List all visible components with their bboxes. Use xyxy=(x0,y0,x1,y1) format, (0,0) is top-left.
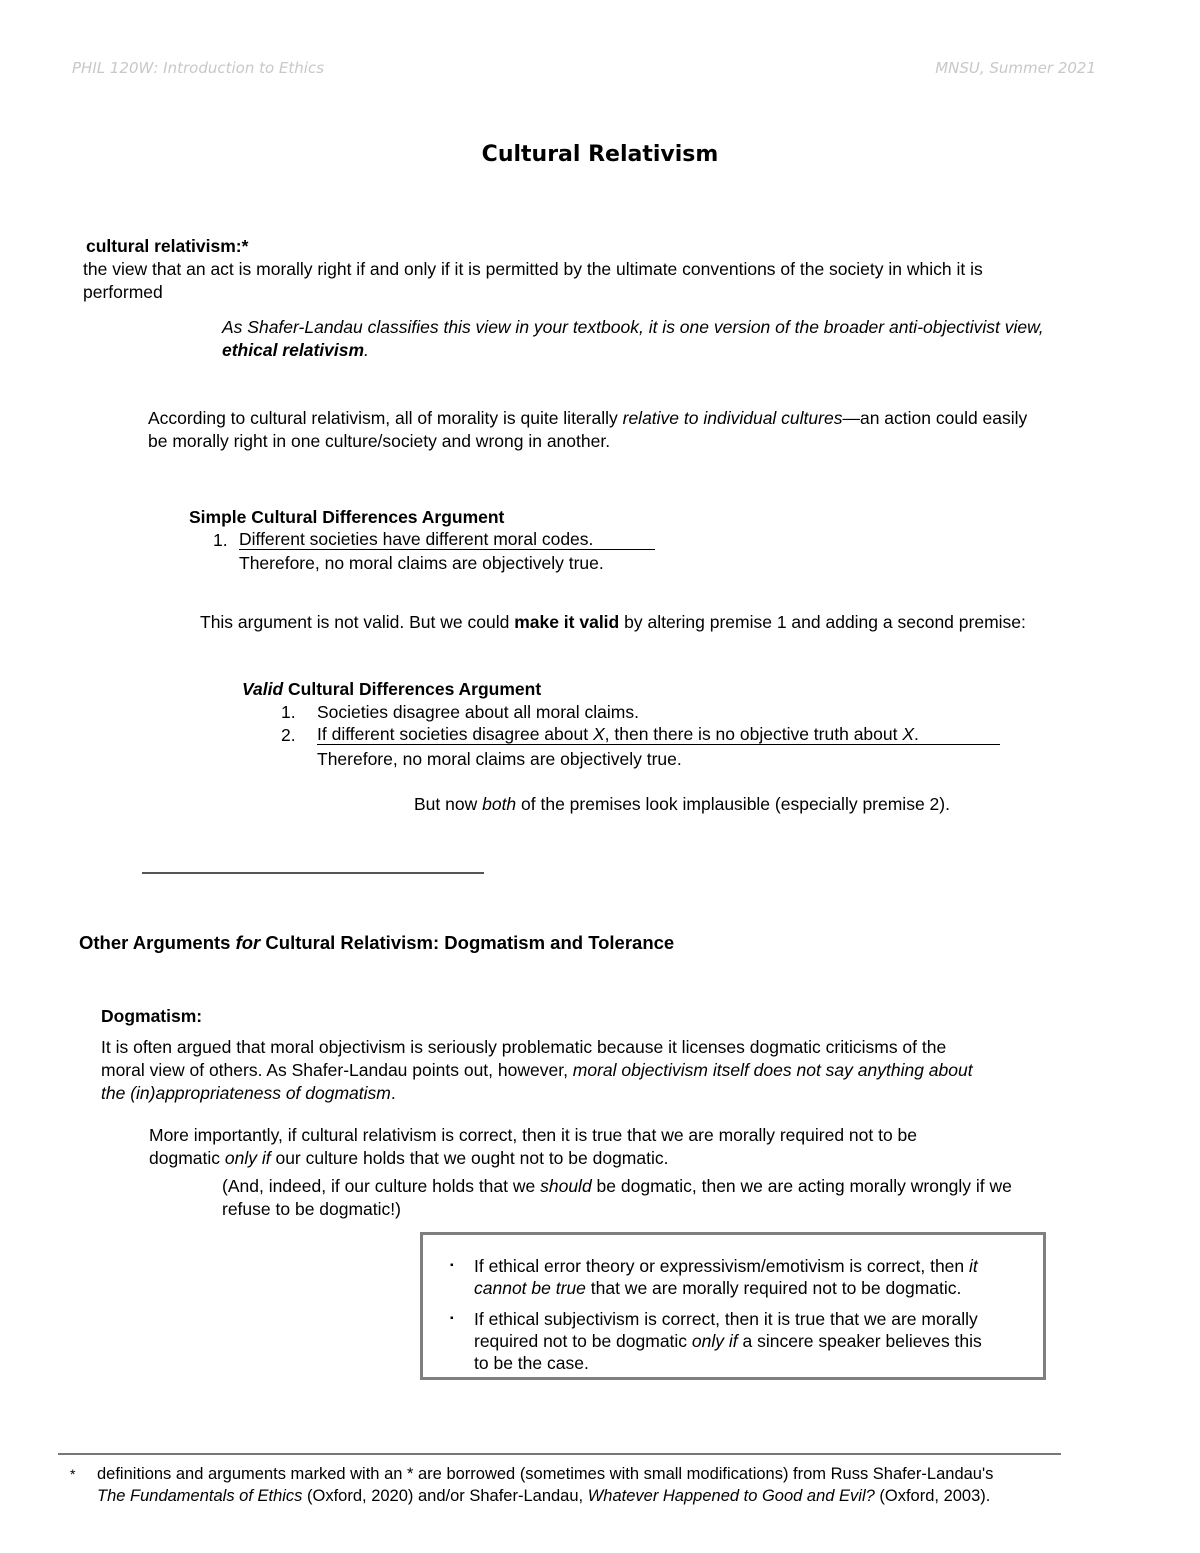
footnote-italic-1: The Fundamentals of Ethics xyxy=(97,1487,303,1505)
simple-argument-premise: Different societies have different moral codes. xyxy=(239,529,655,550)
definition-note-end: . xyxy=(364,340,369,360)
definition-note-line2 xyxy=(222,339,369,362)
dogmatism-p1-line2 xyxy=(101,1059,973,1082)
valid-argument-number-1: 1. xyxy=(281,702,296,722)
not-valid-post: by altering premise 1 and adding a second premise: xyxy=(619,612,1026,632)
simple-argument-heading: Simple Cultural Differences Argument xyxy=(189,507,505,527)
dogmatism-p1-line2-pre: moral view of others. As Shafer-Landau points out, however, xyxy=(101,1060,573,1080)
dogmatism-p2-line2 xyxy=(149,1147,668,1170)
dogmatism-p3-line1-post: be dogmatic, then we are acting morally wrongly if we xyxy=(591,1176,1012,1196)
dogmatism-p1-line3 xyxy=(101,1082,396,1105)
definition-note-line1: As Shafer-Landau classifies this view in your textbook, it is one version of the broader anti-objectivist view, xyxy=(222,317,1044,337)
box-item2-line2-italic: only if xyxy=(691,1331,738,1351)
premise2-x1: X xyxy=(592,724,605,744)
definition-line2: performed xyxy=(83,282,163,302)
according-pre: According to cultural relativism, all of morality is quite literally xyxy=(148,408,623,428)
simple-argument-conclusion: Therefore, no moral claims are objectively true. xyxy=(239,553,604,573)
but-now-text xyxy=(414,793,950,816)
premise2-a: If different societies disagree about xyxy=(317,724,593,744)
valid-heading-italic: Valid xyxy=(242,679,284,699)
definition-term: cultural relativism:* xyxy=(86,236,249,256)
dogmatism-p2-line2-italic: only if xyxy=(224,1148,271,1168)
premise2-x2: X xyxy=(902,724,915,744)
dogmatism-heading: Dogmatism: xyxy=(101,1006,203,1026)
box-item1-line1-italic: it xyxy=(969,1256,978,1276)
other-args-post: Cultural Relativism: Dogmatism and Tolerance xyxy=(260,932,675,953)
valid-argument-premise-2 xyxy=(317,724,1000,745)
but-now-pre: But now xyxy=(414,794,483,814)
according-post: —an action could easily xyxy=(842,408,1028,428)
header-term: MNSU, Summer 2021 xyxy=(935,59,1096,77)
according-line2: be morally right in one culture/society and wrong in another. xyxy=(148,431,611,451)
dogmatism-p3-line1-pre: (And, indeed, if our culture holds that we xyxy=(222,1176,541,1196)
not-valid-pre: This argument is not valid. But we could xyxy=(200,612,515,632)
dogmatism-p2-line2-post: our culture holds that we ought not to be dogmatic. xyxy=(270,1148,669,1168)
dogmatism-p1-line1: It is often argued that moral objectivism is seriously problematic because it licenses dogmatic criticisms of the xyxy=(101,1037,947,1057)
definition-line1: the view that an act is morally right if and only if it is permitted by the ultimate conventions of the society in which it is xyxy=(83,259,983,279)
but-now-italic: both xyxy=(482,794,517,814)
box-item2-line2-post: a sincere speaker believes this xyxy=(737,1331,982,1351)
footnote-end: (Oxford, 2003). xyxy=(874,1487,991,1505)
box-item2-line2 xyxy=(474,1330,982,1353)
dogmatism-p1-line3-end: . xyxy=(390,1083,396,1103)
footnote-line1: definitions and arguments marked with an * are borrowed (sometimes with small modifications) from Russ Shafer-Landau's xyxy=(97,1465,994,1483)
other-args-italic: for xyxy=(235,932,261,953)
footnote-mid: (Oxford, 2020) and/or Shafer-Landau, xyxy=(302,1487,588,1505)
not-valid-text xyxy=(200,611,1026,634)
box-item1-line2-italic: cannot be true xyxy=(474,1278,586,1298)
according-italic: relative to individual cultures xyxy=(622,408,843,428)
bullet-2: ▪ xyxy=(450,1313,454,1324)
dogmatism-p3-line1-italic: should xyxy=(540,1176,592,1196)
valid-argument-premise-1: Societies disagree about all moral claims. xyxy=(317,702,639,722)
other-args-pre: Other Arguments xyxy=(79,932,236,953)
box-item1-line1 xyxy=(474,1255,978,1278)
valid-argument-conclusion: Therefore, no moral claims are objectively true. xyxy=(317,749,682,769)
box-item2-line3: to be the case. xyxy=(474,1353,589,1373)
premise2-c: . xyxy=(914,724,919,744)
box-item1-line2-post: that we are morally required not to be dogmatic. xyxy=(585,1278,962,1298)
not-valid-bold: make it valid xyxy=(514,612,620,632)
ethical-relativism-term: ethical relativism xyxy=(222,340,365,360)
valid-heading-rest: Cultural Differences Argument xyxy=(283,679,542,699)
dogmatism-p3-line1 xyxy=(222,1175,1012,1198)
dogmatism-p2-line1: More importantly, if cultural relativism is correct, then it is true that we are morally required not to be xyxy=(149,1125,918,1145)
dogmatism-p1-line2-italic: moral objectivism itself does not say anything about xyxy=(572,1060,973,1080)
box-item1-line2 xyxy=(474,1277,961,1300)
valid-argument-number-2: 2. xyxy=(281,725,296,745)
header-course: PHIL 120W: Introduction to Ethics xyxy=(72,59,325,77)
bullet-1: ▪ xyxy=(450,1260,454,1271)
footnote-mark: * xyxy=(70,1466,76,1482)
box-item2-line2-pre: required not to be dogmatic xyxy=(474,1331,692,1351)
dogmatism-p3-line2: refuse to be dogmatic!) xyxy=(222,1199,401,1219)
according-line1 xyxy=(148,407,1027,430)
dogmatism-p1-line3-italic: the (in)appropriateness of dogmatism xyxy=(101,1083,391,1103)
other-arguments-heading xyxy=(79,931,674,954)
footnote-rule xyxy=(58,1453,1061,1455)
premise2-b: , then there is no objective truth about xyxy=(604,724,903,744)
page-title: Cultural Relativism xyxy=(481,142,719,167)
dogmatism-p2-line2-pre: dogmatic xyxy=(149,1148,225,1168)
valid-argument-heading xyxy=(242,678,541,701)
but-now-post: of the premises look implausible (especially premise 2). xyxy=(516,794,950,814)
simple-argument-number: 1. xyxy=(213,530,228,550)
box-item1-line1-pre: If ethical error theory or expressivism/emotivism is correct, then xyxy=(474,1256,970,1276)
footnote-line2 xyxy=(97,1485,990,1508)
footnote-italic-2: Whatever Happened to Good and Evil? xyxy=(587,1487,875,1505)
box-item2-line1: If ethical subjectivism is correct, then it is true that we are morally xyxy=(474,1309,978,1329)
section-divider xyxy=(142,872,484,874)
